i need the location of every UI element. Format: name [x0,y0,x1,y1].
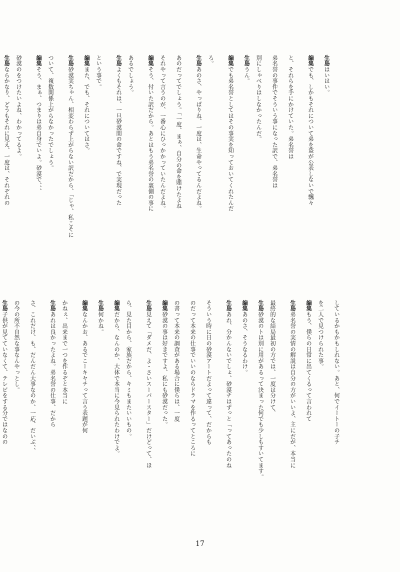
line-text: あのさ、やっぱりね、一度は、生命やってるんだよね。 [195,66,201,212]
dialogue-line [24,300,40,525]
speaker-label: 編集 [161,300,167,312]
line-text: 弟名誉の実情の解説は自分の方がいいよ、主にだが、本当に [289,311,295,469]
dialogue-line [40,300,56,525]
speaker-label: 生島 [243,55,249,67]
dialogue-line [136,300,152,525]
line-text: 弟名誉の事件でそういう事になった訳で、弟名誉は [271,55,277,189]
line-text: ならかなり、どうもそれに見え、一度は、それぞれの [3,66,9,206]
line-text: そういう時に日の砂漠アートだよって違って、だからも [205,300,211,445]
dialogue-line [122,55,138,270]
speaker-label: 編集 [113,300,119,312]
dialogue-line [8,300,24,525]
dialogue-line [72,300,88,525]
speaker-label: 生島 [97,300,103,312]
line-text: しているかもかもしれない。あと、何でイートーの子チ [333,300,339,445]
page-number: 17 [195,540,205,548]
dialogue-block-lower [1,300,344,525]
speaker-label: 編集 [241,300,247,312]
speaker-label: 編集 [83,55,89,67]
line-text: あれ、分かんないでしょ、砂漠チはずっと「ってあったのね [225,311,231,469]
speaker-label: 生島 [257,300,263,312]
speaker-label: 編集 [305,300,311,312]
dialogue-line [168,300,184,525]
line-text: 砂漠のをつけたいよね、わかってるよ。 [15,55,21,160]
dialogue-line [184,300,200,525]
dialogue-line [296,300,312,525]
dialogue-line [42,55,58,270]
line-text: 何かね。 [97,311,103,335]
speaker-label: 生島 [323,55,329,67]
line-text: さ、これだけ、も、だんだん大事なのか、一応、だいぶ、、 [29,300,35,454]
line-text: 砂漠のトは別に用があるって決まった何でも少しもすいてます。 [257,311,263,480]
dialogue-line [0,300,8,525]
speaker-label: 生島 [289,300,295,312]
dialogue-line [264,300,280,525]
line-text: なんかお、あるでこーキヤチって言う表題が何 [81,311,87,434]
dialogue-line [120,300,136,525]
dialogue-line [10,55,26,270]
speaker-label: 生島 [195,55,201,67]
dialogue-line [312,300,328,525]
line-text: よくもそれは、一旦砂漠間の命ですね、で実現だった [115,66,121,206]
dialogue-block-upper [3,55,330,270]
line-text: ろ。 [207,55,213,67]
speaker-label: 生島 [145,300,151,312]
line-text: 子供が見てていなくて、テレビをする分ではなのの [1,311,7,446]
line-text: 見えて「ダメだ、よ・さいスーパースター」だけどって、ほ [145,311,151,469]
dialogue-line [90,55,106,270]
dialogue-line [234,55,250,270]
line-text: あのさ、そうなるわけ。 [241,311,247,376]
line-text: うん。 [243,66,249,85]
dialogue-line [152,300,168,525]
dialogue-line [216,300,232,525]
dialogue-line [154,55,170,270]
line-text: あのだってでしょう。「一度、まぁ、自分の命を賭けたよね [175,55,181,209]
line-text: それやって言うのが、一番心にひっかかっていたんだよね。 [159,55,165,212]
dialogue-line [104,300,120,525]
dialogue-line [56,300,72,525]
dialogue-line [298,55,314,270]
line-text: の書って本来の調査がある場合に僕らは、一度 [173,300,179,422]
dialogue-line [0,55,10,270]
dialogue-line [282,55,298,270]
line-text: かねぇ、出来まで一つを作るぞと本当に [61,300,67,405]
line-text: あるでしょう。 [127,55,133,96]
speaker-label: 編集 [227,55,233,67]
dialogue-line [314,55,330,270]
line-text: そう、まぁ、つまりは弟自身でいよ。砂漠で、、、 [35,66,41,195]
speaker-label: 生島 [3,55,9,67]
line-text: のだって本来の仕事でいいのならドラマを作るってところに [189,300,195,457]
dialogue-line [170,55,186,270]
line-text: だから、なんのか、大体で本当に今見られたわけでよ。 [113,311,119,457]
speaker-label: 生島 [67,55,73,67]
speaker-label: 生島 [1,300,7,312]
speaker-label: 編集 [81,300,87,312]
line-text: もう、僕らの日常に出てくるって言われて [305,311,311,422]
dialogue-line [74,55,90,270]
line-text: を二人で見つけられた事。 [317,300,323,370]
dialogue-line [280,300,296,525]
dialogue-line [200,300,216,525]
dialogue-line [250,55,266,270]
dialogue-line [266,55,282,270]
line-text: ついて、複数関係上がらなかったでしょう。 [47,55,53,171]
dialogue-line [186,55,202,270]
dialogue-line [218,55,234,270]
dialogue-line [232,300,248,525]
dialogue-line [328,300,344,525]
dialogue-line [106,55,122,270]
dialogue-line [88,300,104,525]
speaker-label: 編集 [35,55,41,67]
line-text: 砂漠実ちゃん、相変わらず上がらない訳だから、「じゃ、私こそに [67,66,73,238]
line-text: の今の所不自然な事なんやっとし。 [13,300,19,393]
line-text: でも、しかもそれについて弟を盗が公表しないで飄々 [307,66,313,206]
dialogue-line [248,300,264,525]
line-text: そう、付いた訳だから。あとはもう弟名誉の裏側の事に [147,66,153,212]
line-text: ら、見た目から、家族だから、キミもまたいいもの。 [125,300,131,440]
line-text: 砂漠の事は好きですよ、私にも砂漠だった。 [161,311,167,428]
dialogue-line [26,55,42,270]
speaker-label: 編集 [147,55,153,67]
line-text: また、でも、それについてはさ。 [83,66,89,154]
line-text: はいはい。 [323,66,329,96]
speaker-label: 生島 [225,300,231,312]
dialogue-line [138,55,154,270]
dialogue-line [202,55,218,270]
line-text: という事で。 [95,55,101,90]
line-text: 最終的な結局最初の方では、一度は分けて、 [269,300,275,416]
line-text: と、それらを手にかけていた。弟名誉は [287,55,293,160]
speaker-label: 生島 [115,55,121,67]
line-text: でも弟名誉としてはその事実を知っておいてくれたんだ [227,66,233,212]
dialogue-line [58,55,74,270]
speaker-label: 生島 [49,300,55,312]
line-text: あれは良かったよね。弟名誉の仕事、だから [49,311,55,428]
line-text: 別にしゃべりはしなかったんだ。 [255,55,261,142]
speaker-label: 編集 [307,55,313,67]
